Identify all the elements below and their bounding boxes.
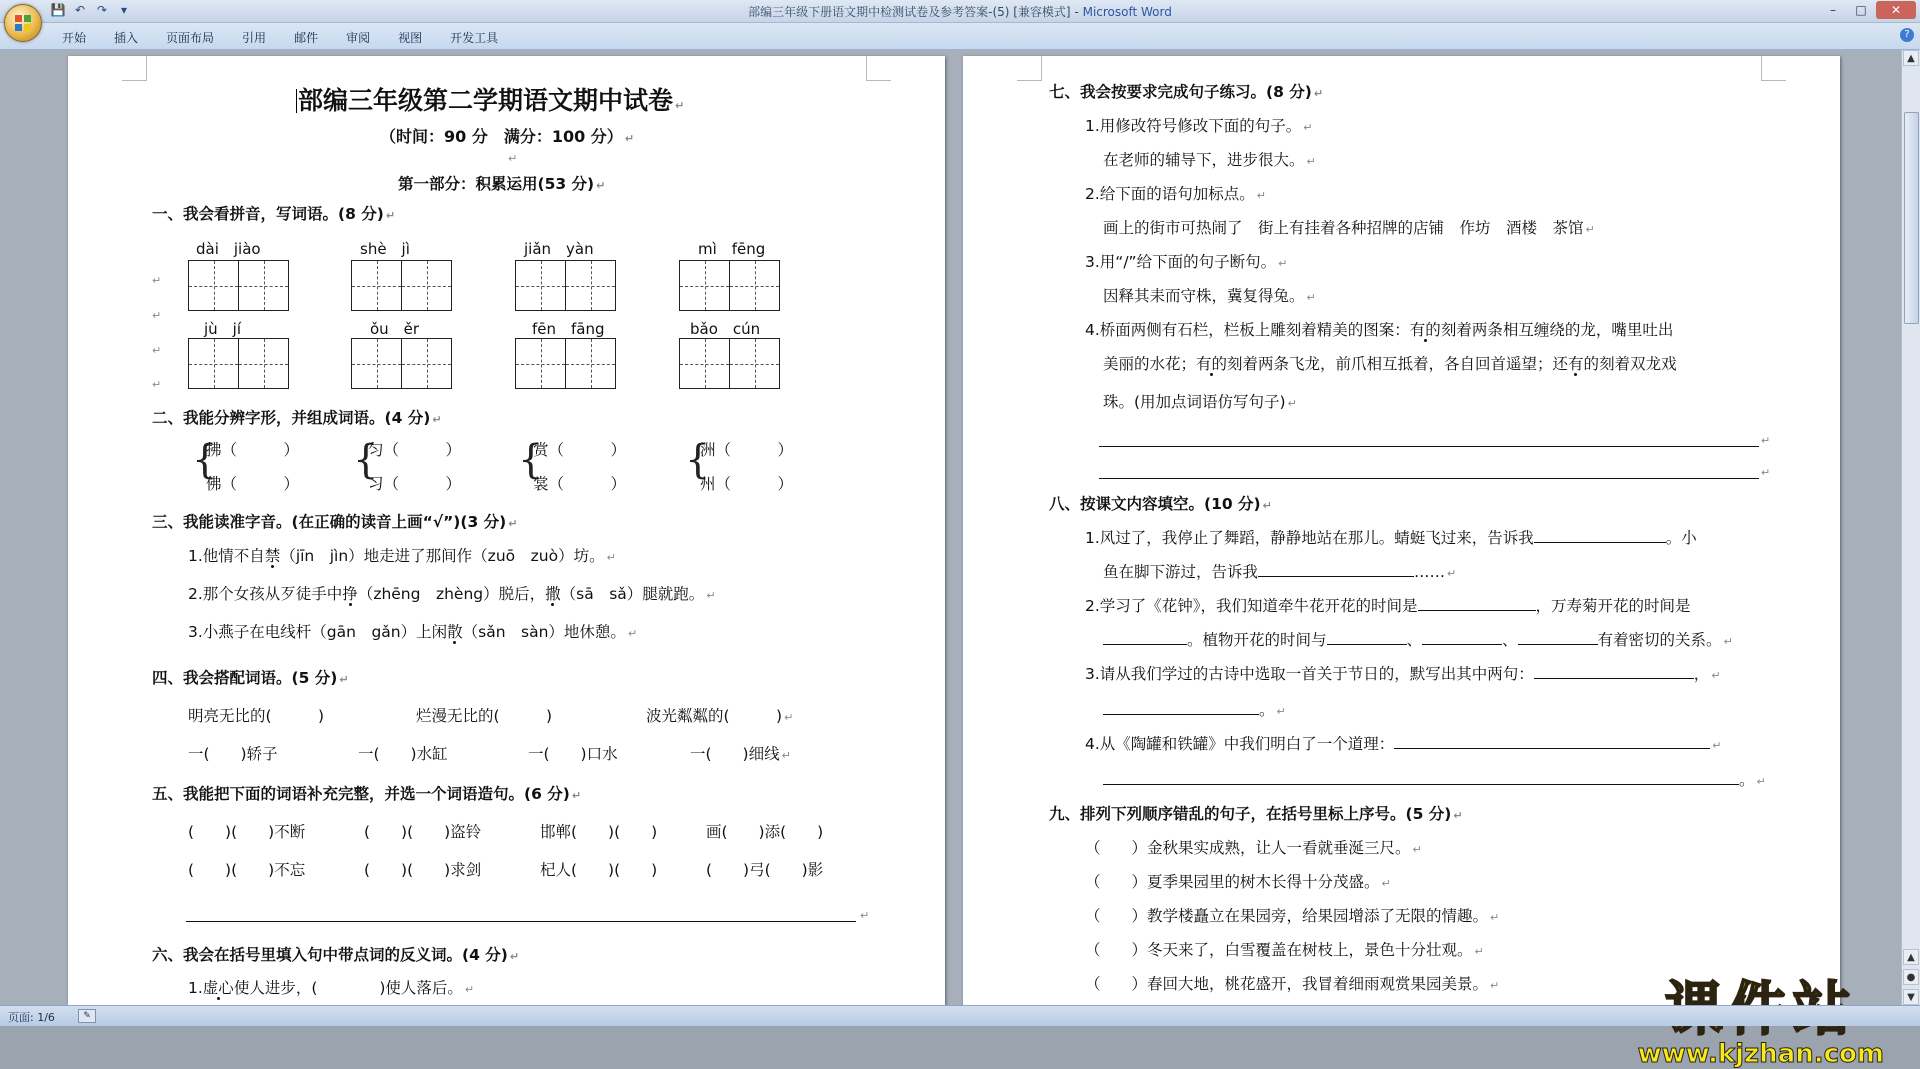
crop-mark [1761,56,1786,81]
exam-subtitle: （时间：90 分 满分：100 分） ↵ [380,127,635,146]
writing-grid[interactable] [188,260,288,311]
page-indicator[interactable]: 页面: 1/6 [8,1011,55,1024]
idiom-item: 杞人( )( ) [540,861,658,879]
redo-icon[interactable]: ↷ [96,3,108,17]
fill-blank[interactable] [1518,630,1598,645]
q7-heading: 七、我会按要求完成句子练习。(8 分) ↵ [1049,83,1324,101]
pinyin-label: bǎo cún [690,320,761,338]
paragraph-mark: ↵ [1761,434,1771,447]
save-icon[interactable]: 💾 [50,3,66,17]
writing-grid[interactable] [188,338,288,389]
paragraph-mark: ↵ [860,909,870,922]
q8-item-2-line2: 。植物开花的时间与 、 、 有着密切的关系。 ↵ [1103,628,1733,650]
q7-item-3: 3.用“/”给下面的句子断句。 ↵ [1085,253,1288,271]
tab-insert[interactable]: 插入 [114,31,139,45]
tab-view[interactable]: 视图 [398,31,423,45]
title-bar [0,0,1920,23]
part1-heading: 第一部分：积累运用(53 分) ↵ [398,175,606,193]
crop-mark [866,56,891,81]
window-controls [1820,1,1916,19]
paragraph-mark: ↵ [1761,466,1771,479]
minimize-button[interactable]: – [1830,3,1836,17]
q8-item-1-line2: 鱼在脚下游过，告诉我 …… ↵ [1103,563,1457,581]
pinyin-label: fēn fāng [532,320,605,338]
close-button[interactable]: ✕ [1876,1,1916,19]
q9-heading: 九、排列下列顺序错乱的句子，在括号里标上序号。(5 分) ↵ [1049,805,1463,823]
writing-grid[interactable] [351,260,451,311]
fill-blank[interactable] [1422,630,1502,645]
q3-item-1: 1.他情不自禁（jīn jìn）地走进了那间作（zuō zuò）坊。 ↵ [188,547,616,565]
exam-title: 部编三年级第二学期语文期中试卷 ↵ [298,86,685,115]
tab-home[interactable]: 开始 [62,31,87,45]
char-pair-item: 州（ ） [700,475,794,493]
fill-blank[interactable] [1534,664,1694,679]
tab-mailings[interactable]: 邮件 [294,31,319,45]
fill-blank[interactable] [1327,630,1407,645]
brace: { [518,437,544,483]
idiom-item: ( )( )不断 [188,823,306,841]
q8-heading: 八、按课文内容填空。(10 分) ↵ [1049,495,1272,513]
tab-review[interactable]: 审阅 [346,31,371,45]
q8-item-4-line2: 。 ↵ [1103,768,1766,790]
q3-heading: 三、我能读准字音。(在正确的读音上画“√”)(3 分) ↵ [152,513,518,531]
ribbon-tabs [48,27,512,48]
paragraph-mark: ↵ [152,344,162,357]
document-page-1[interactable] [68,56,945,1016]
q8-item-3-line1: 3.请从我们学过的古诗中选取一首关于节日的，默写出其中两句： ， ↵ [1085,665,1721,683]
fill-blank[interactable] [1394,734,1710,749]
pinyin-label: shè jì [360,240,410,258]
office-button[interactable] [4,4,42,42]
fill-blank[interactable] [1103,700,1259,715]
char-pair-item: 佛（ ） [206,475,300,493]
app-name: Microsoft Word [1082,5,1172,19]
match-item: 一( )细线 ↵ [690,745,791,763]
q7-item-1-text: 在老师的辅导下，进步很大。 ↵ [1103,151,1316,169]
brace: { [353,437,379,483]
q4-heading: 四、我会搭配词语。(5 分) ↵ [152,669,349,687]
idiom-item: ( )弓( )影 [706,861,824,879]
match-item: 烂漫无比的( ) [416,707,553,725]
maximize-button[interactable]: □ [1855,3,1867,17]
match-item: 波光粼粼的( ) ↵ [646,707,794,725]
help-icon[interactable]: ? [1900,28,1914,42]
q7-item-1: 1.用修改符号修改下面的句子。 ↵ [1085,117,1313,135]
char-pair-item: 裳（ ） [533,475,627,493]
q7-item-4-line3: 珠。(用加点词语仿写句子) ↵ [1103,393,1297,411]
tab-developer[interactable]: 开发工具 [450,31,499,45]
q6-item-1: 1.虚心使人进步，( )使人落后。 ↵ [188,979,475,997]
pinyin-label: dài jiào [196,240,261,258]
char-pair-item: 拂（ ） [206,441,300,459]
q7-item-3-text: 因释其耒而守株，冀复得兔。 ↵ [1103,287,1316,305]
paragraph-mark: ↵ [152,309,162,322]
writing-grid[interactable] [515,260,615,311]
ribbon [0,23,1920,50]
char-pair-item: 赏（ ） [533,441,627,459]
status-bar [0,1005,1920,1026]
window-title: 部编三年级下册语文期中检测试卷及参考答案-(5) [兼容模式] - Microsoft Word [748,5,1172,19]
tab-references[interactable]: 引用 [242,31,267,45]
pinyin-label: jiǎn yàn [524,240,594,258]
order-item: （ ）冬天来了，白雪覆盖在树枝上，景色十分壮观。 ↵ [1085,941,1484,959]
vertical-scrollbar[interactable] [1901,50,1920,1005]
next-page-icon[interactable]: ▼ [1903,989,1919,1005]
crop-mark [122,56,147,81]
q7-item-4-line2: 美丽的水花；有的刻着两条飞龙，前爪相互抵着，各自回首遥望；还有的刻着双龙戏 [1103,355,1677,373]
idiom-item: 邯郸( )( ) [540,823,658,841]
order-item: （ ）夏季果园里的树木长得十分茂盛。 ↵ [1085,873,1391,891]
customize-qat-icon[interactable]: ▾ [120,3,128,17]
char-pair-item: 洲（ ） [700,441,794,459]
idiom-item: ( )( )盗铃 [364,823,482,841]
q7-item-2-text: 画上的街市可热闹了 街上有挂着各种招牌的店铺 作坊 酒楼 茶馆 ↵ [1103,219,1595,237]
proofing-icon[interactable]: ✎ [78,1009,96,1023]
brace: { [192,437,218,483]
pinyin-label: jù jí [204,320,242,338]
pinyin-label: ǒu ěr [370,320,420,338]
writing-grid[interactable] [515,338,615,389]
order-item: （ ）春回大地，桃花盛开，我冒着细雨观赏果园美景。 ↵ [1085,975,1500,993]
q3-item-2: 2.那个女孩从歹徒手中挣（zhēng zhèng）脱后，撒（sā sǎ）腿就跑。 ↵ [188,585,716,603]
q7-item-2: 2.给下面的语句加标点。 ↵ [1085,185,1267,203]
answer-line[interactable] [186,921,856,922]
empty-paragraph: ↵ [508,152,518,165]
match-item: 一( )口水 [528,745,618,763]
tab-page-layout[interactable]: 页面布局 [166,31,215,45]
document-page-2[interactable] [963,56,1840,1016]
char-pair-item: 匀（ ） [368,441,462,459]
writing-grid[interactable] [351,338,451,389]
idiom-item: ( )( )求剑 [364,861,482,879]
paragraph-mark: ↵ [152,378,162,391]
document-name: 部编三年级下册语文期中检测试卷及参考答案-(5) [兼容模式] [748,5,1071,19]
q6-heading: 六、我会在括号里填入句中带点词的反义词。(4 分) ↵ [152,946,520,964]
fill-blank[interactable] [1534,528,1666,543]
brace: { [685,437,711,483]
q8-item-3-line2: 。 ↵ [1103,698,1286,720]
q3-item-3: 3.小燕子在电线杆（gān gǎn）上闲散（sǎn sàn）地休憩。 ↵ [188,623,638,641]
fill-blank[interactable] [1258,562,1414,577]
q5-heading: 五、我能把下面的词语补充完整，并选一个词语造句。(6 分) ↵ [152,785,582,803]
match-item: 一( )轿子 [188,745,278,763]
office-logo-icon [14,14,32,32]
browse-object-icon[interactable]: ● [1903,969,1919,985]
q8-item-1-line1: 1.风过了，我停止了舞蹈，静静地站在那儿。蜻蜓飞过来，告诉我 。小 [1085,529,1697,547]
watermark-url: www.kjzhan.com [1637,1039,1884,1069]
idiom-item: 画( )添( ) [706,823,824,841]
crop-mark [1017,56,1042,81]
text-cursor [296,89,297,113]
fill-blank[interactable] [1103,630,1187,645]
order-item: （ ）教学楼矗立在果园旁，给果园增添了无限的情趣。 ↵ [1085,907,1500,925]
writing-grid[interactable] [679,260,779,311]
scroll-thumb[interactable] [1904,112,1919,324]
q1-heading: 一、我会看拼音，写词语。(8 分) ↵ [152,205,396,223]
q8-item-2-line1: 2.学习了《花钟》，我们知道牵牛花开花的时间是 ，万寿菊开花的时间是 [1085,597,1691,615]
match-item: 一( )水缸 [358,745,448,763]
pinyin-label: mì fēng [698,240,766,258]
q2-heading: 二、我能分辨字形，并组成词语。(4 分) ↵ [152,409,442,427]
fill-blank[interactable] [1103,770,1739,785]
char-pair-item: 习（ ） [368,475,462,493]
match-item: 明亮无比的( ) [188,707,325,725]
paragraph-mark: ↵ [152,274,162,287]
writing-grid[interactable] [679,338,779,389]
answer-line[interactable] [1099,446,1759,447]
undo-icon[interactable]: ↶ [74,3,86,17]
q8-item-4-line1: 4.从《陶罐和铁罐》中我们明白了一个道理： ↵ [1085,735,1722,753]
prev-page-icon[interactable]: ▲ [1903,949,1919,965]
q7-item-4-line1: 4.桥面两侧有石栏，栏板上雕刻着精美的图案：有的刻着两条相互缠绕的龙，嘴里吐出 [1085,321,1674,339]
fill-blank[interactable] [1418,596,1536,611]
answer-line[interactable] [1099,478,1759,479]
scroll-up-icon[interactable]: ▲ [1903,50,1919,66]
idiom-item: ( )( )不忘 [188,861,306,879]
order-item: （ ）金秋果实成熟，让人一看就垂涎三尺。 ↵ [1085,839,1422,857]
